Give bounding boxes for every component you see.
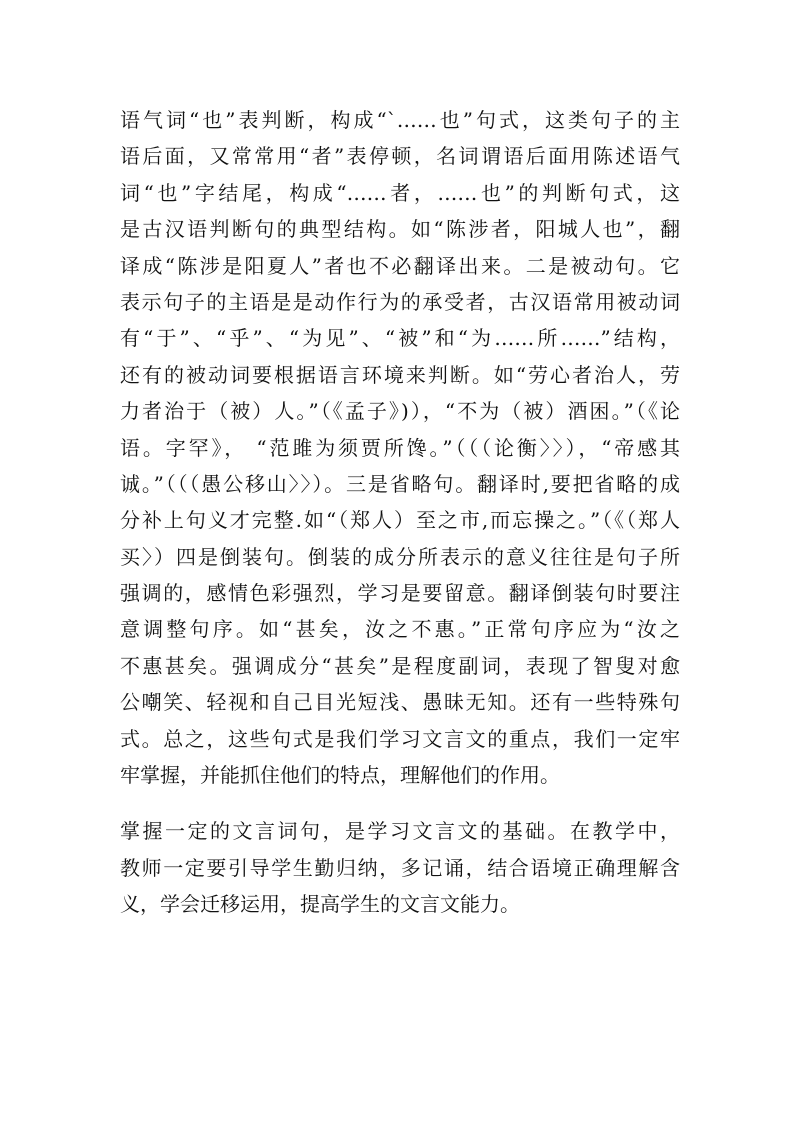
text-line: 牢掌握，并能抓住他们的特点，理解他们的作用。 <box>120 763 560 788</box>
text-line: 语气词“也”表判断，构成“`……也”句式，这类句子的主 <box>120 108 680 132</box>
text-line: 买〉）四是倒装句。倒装的成分所表示的意义往往是句子所 <box>120 544 680 569</box>
text-line: 力者治于（被）人。”（《孟子》)），“不为（被）酒困。”（《论 <box>120 399 680 424</box>
text-line: 公嘲笑、轻视和自己目光短浅、愚昧无知。还有一些特殊句 <box>120 690 680 715</box>
paragraph-1 <box>120 102 680 793</box>
text-line: 语。字罕》， “范雎为须贾所馋。”（（（论衡〉〉），“帝感其 <box>120 435 680 460</box>
text-line: 分补上句义才完整.如“（郑人）至之市,而忘操之。”（《（郑人 <box>120 508 680 533</box>
paragraph-spacing <box>120 793 680 813</box>
text-line: 是古汉语判断句的典型结构。如“陈涉者，阳城人也”，翻 <box>120 217 680 242</box>
text-line: 意调整句序。如“甚矣，汝之不惠。”正常句序应为“汝之 <box>120 617 680 642</box>
text-line: 教师一定要引导学生勤归纳，多记诵，结合语境正确理解含 <box>120 855 680 880</box>
text-line: 强调的，感情色彩强烈，学习是要留意。翻译倒装句时要注 <box>120 581 680 606</box>
text-line: 译成“陈涉是阳夏人”者也不必翻译出来。二是被动句。它 <box>120 253 680 278</box>
text-line: 还有的被动词要根据语言环境来判断。如“劳心者治人，劳 <box>120 362 680 387</box>
document-body <box>120 102 680 923</box>
text-line: 语后面，又常常用“者”表停顿，名词谓语后面用陈述语气 <box>120 144 680 169</box>
text-line: 掌握一定的文言词句，是学习文言文的基础。在教学中， <box>120 819 680 844</box>
text-line: 词“也”字结尾，构成“……者，……也”的判断句式，这 <box>120 180 680 205</box>
text-line: 义，学会迁移运用，提高学生的文言文能力。 <box>120 892 520 917</box>
text-line: 不惠甚矣。强调成分“甚矣”是程度副词，表现了智叟对愈 <box>120 653 680 678</box>
text-line: 有“于”、“乎”、“为见”、“被”和“为……所……”结构， <box>120 326 680 351</box>
text-line: 诚。”（（（愚公移山〉〉）。三是省略句。翻译时,要把省略的成 <box>120 471 680 496</box>
text-line: 式。总之，这些句式是我们学习文言文的重点，我们一定牢 <box>120 726 680 751</box>
paragraph-2 <box>120 813 680 922</box>
text-line: 表示句子的主语是是动作行为的承受者，古汉语常用被动词 <box>120 289 680 314</box>
